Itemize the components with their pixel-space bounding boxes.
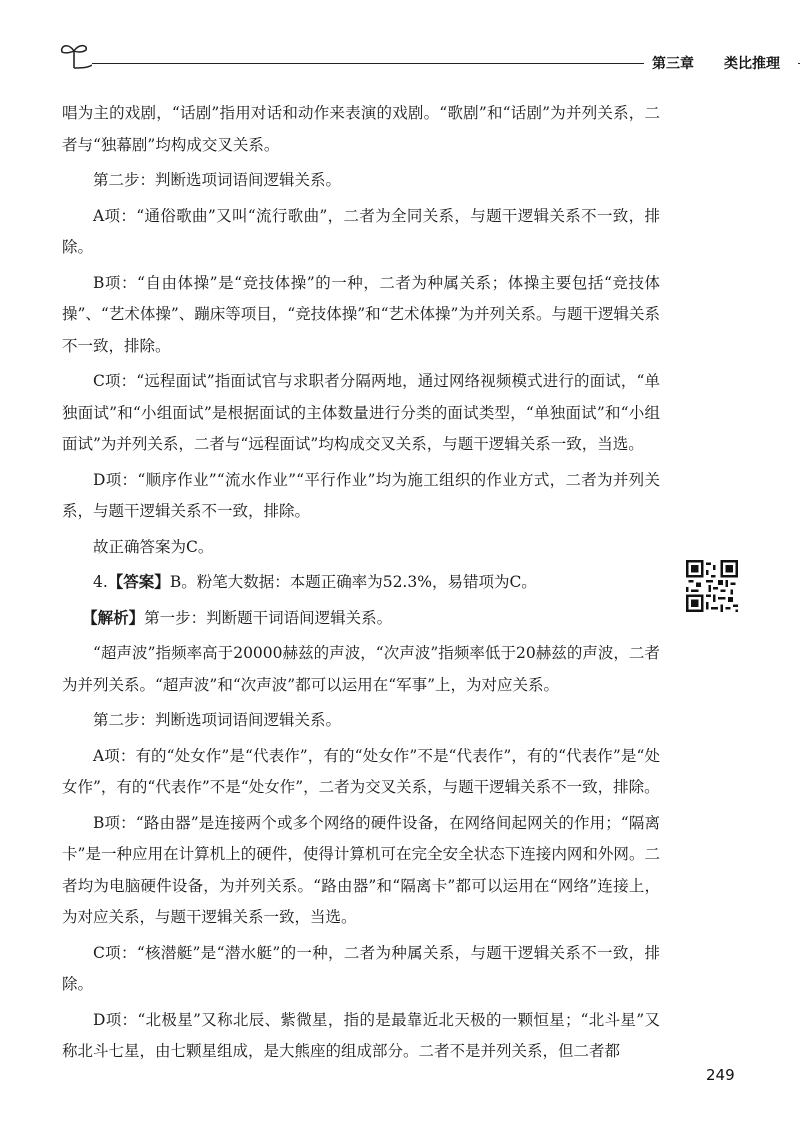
header-rule-left [92, 63, 644, 64]
analysis-label: 【解析】 [82, 608, 145, 627]
paragraph-option-d-b: D项：“北极星”又称北辰、紫微星，指的是最靠近北天极的一颗恒星；“北斗星”又称北斗七星，由七颗星组成，是大熊座的组成部分。二者不是并列关系，但二者都 [62, 1010, 660, 1060]
paragraph-step-two-b: 第二步：判断选项词语间逻辑关系。 [93, 711, 342, 729]
answer-label: 【答案】 [107, 573, 170, 591]
paragraph-option-c-b: C项：“核潜艇”是“潜水艇”的一种，二者为种属关系，与题干逻辑关系不一致，排除。 [62, 943, 660, 993]
answer-text: B。粉笔大数据：本题正确率为52.3%，易错项为C。 [169, 573, 537, 591]
paragraph-option-c: C项：“远程面试”指面试官与求职者分隔两地，通过网络视频模式进行的面试，“单独面试”和“小组面试”是根据面试的主体数量进行分类的面试类型，“单独面试”和“小组面试”为并列关系，二者与“远程面试”均构成交叉关系，与题干逻辑关系一致，当选。 [62, 372, 660, 453]
paragraph-option-d: D项：“顺序作业”“流水作业”“平行作业”均为施工组织的作业方式，二者为并列关系，与题干逻辑关系不一致，排除。 [62, 470, 660, 520]
answer-line [62, 567, 660, 599]
paragraph-continuation: 唱为主的戏剧，“话剧”指用对话和动作来表演的戏剧。“歌剧”和“话剧”为并列关系，二者与“独幕剧”均构成交叉关系。 [62, 104, 660, 154]
paragraph-option-b: B项：“自由体操”是“竞技体操”的一种，二者为种属关系；体操主要包括“竞技体操”、“艺术体操”、蹦床等项目，“竞技体操”和“艺术体操”为并列关系。与题干逻辑关系不一致，排除。 [62, 273, 660, 355]
section-title: 类比推理 [724, 56, 780, 72]
analysis-text: 第一步：判断题干词语间逻辑关系。 [144, 608, 393, 627]
page-body [62, 98, 660, 1072]
paragraph-conclusion: 故正确答案为C。 [93, 537, 214, 556]
running-header [58, 38, 780, 78]
paragraph-option-a: A项：“通俗歌曲”又叫“流行歌曲”，二者为全同关系，与题干逻辑关系不一致，排除。 [62, 206, 660, 256]
qr-code-icon[interactable] [686, 560, 738, 612]
question-number: 4. [93, 573, 108, 591]
paragraph-option-a-b: A项：有的“处女作”是“代表作”，有的“处女作”不是“代表作”，有的“代表作”是“处女作”，有的“代表作”不是“处女作”，二者为交叉关系，与题干逻辑关系不一致，排除。 [62, 746, 660, 796]
paragraph-step-two: 第二步：判断选项词语间逻辑关系。 [93, 171, 342, 189]
analysis-line [62, 603, 660, 635]
paragraph-stem: “超声波”指频率高于20000赫兹的声波，“次声波”指频率低于20赫兹的声波，二者为并列关系。“超声波”和“次声波”都可以运用在“军事”上，为对应关系。 [62, 644, 660, 694]
chapter-title: 第三章 [652, 56, 694, 72]
paragraph-option-b-b: B项：“路由器”是连接两个或多个网络的硬件设备，在网络间起网关的作用；“隔离卡”是一种应用在计算机上的硬件，使得计算机可在完全安全状态下连接内网和外网。二者均为电脑硬件设备，为并列关系。“路由器”和“隔离卡”都可以运用在“网络”连接上，为对应关系，与题干逻辑关系一致，当选。 [62, 813, 660, 926]
page-number: 249 [706, 1066, 735, 1084]
sprout-icon [58, 38, 92, 72]
